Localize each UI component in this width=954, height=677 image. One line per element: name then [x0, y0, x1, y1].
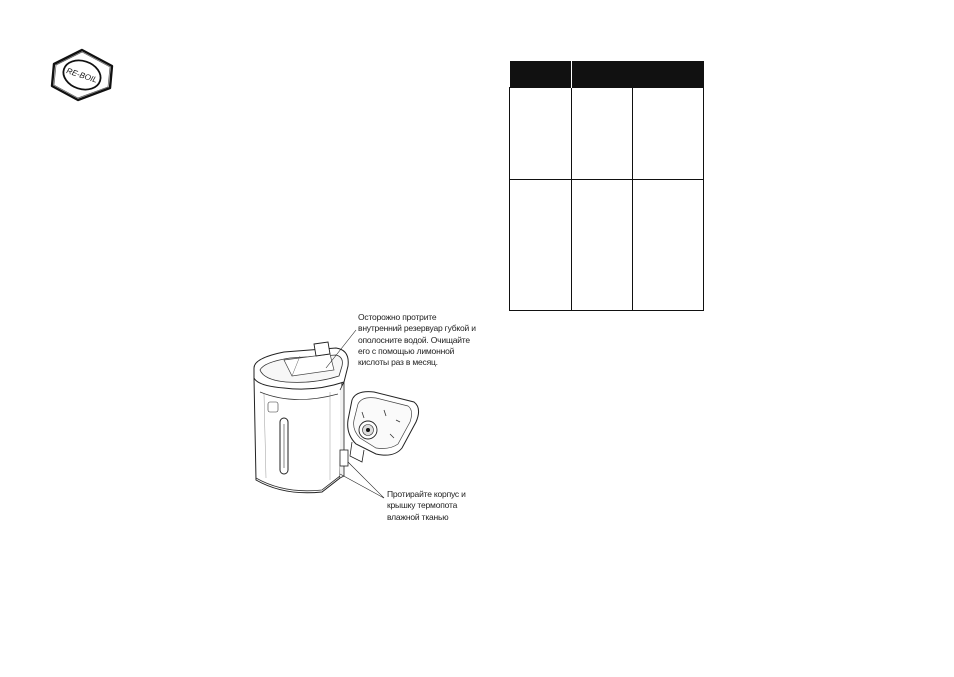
reboil-label: RE-BOIL — [65, 66, 99, 85]
callout-line: Протирайте корпус и — [387, 489, 466, 499]
callout-line: крышку термопота — [387, 500, 458, 511]
table-cell — [633, 88, 704, 180]
callout-clean-reservoir — [358, 312, 476, 368]
troubleshooting-table — [509, 61, 704, 311]
table-header-cell — [633, 61, 704, 88]
callout-line: ополосните водой. Очищайте — [358, 334, 470, 345]
callout-line: его с помощью лимонной — [358, 345, 455, 356]
reboil-button-icon — [48, 44, 118, 102]
callout-line: кислоты раз в месяц. — [358, 357, 438, 368]
callout-wipe-body — [387, 489, 466, 523]
table-cell — [633, 180, 704, 311]
callout-line: влажной тканью — [387, 511, 449, 522]
table-cell — [572, 88, 633, 180]
table-header-cell — [572, 61, 633, 88]
table-cell — [572, 180, 633, 311]
table-row — [510, 88, 704, 180]
table-cell — [510, 180, 572, 311]
table-header-cell — [510, 61, 572, 88]
callout-line: внутренний резервуар губкой и — [358, 323, 476, 334]
table-cell — [510, 88, 572, 180]
table-row — [510, 180, 704, 311]
table-header — [510, 61, 704, 88]
callout-line: Осторожно протрите — [358, 312, 437, 322]
